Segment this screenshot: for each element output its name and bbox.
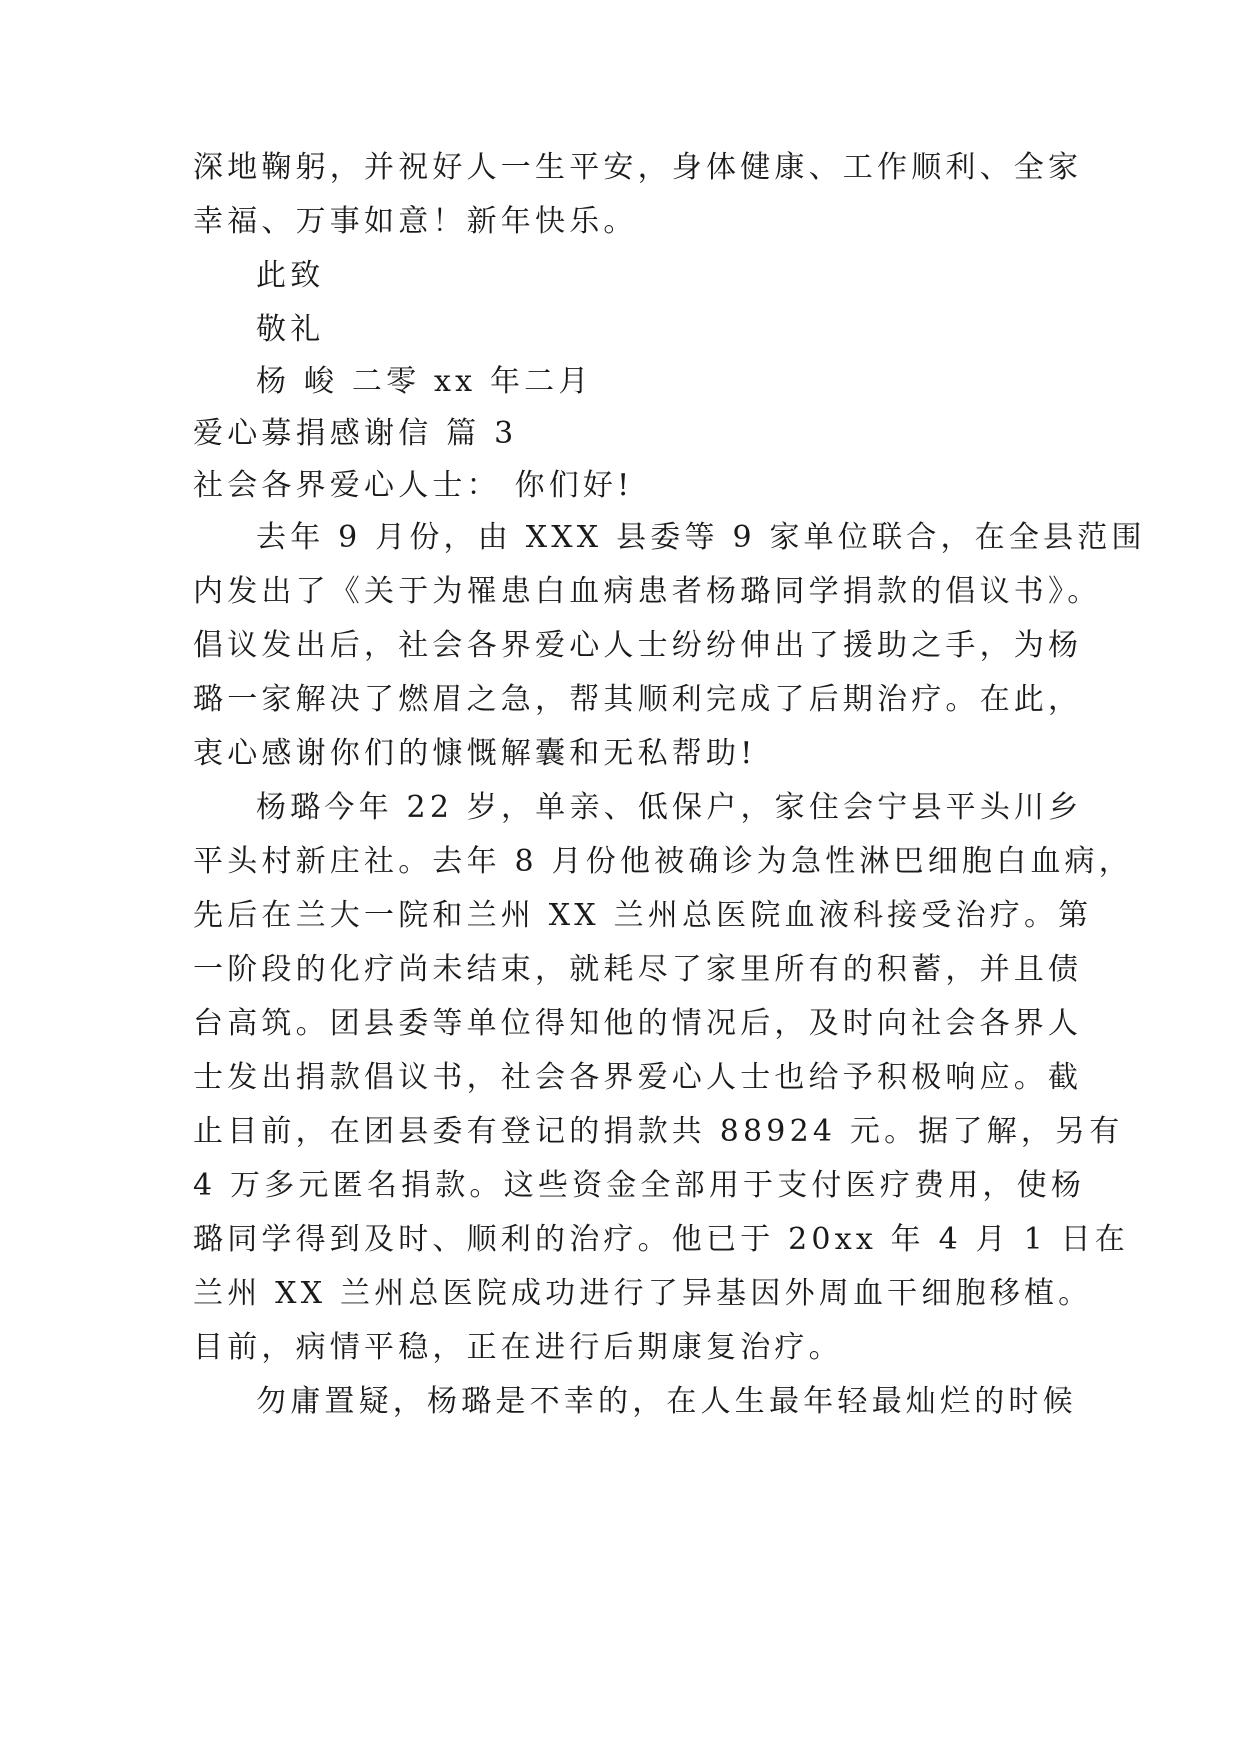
signature-line: 杨 峻 二零 xx 年二月	[256, 364, 593, 399]
paragraph-line: 平头村新庄社。去年 8 月份他被确诊为急性淋巴细胞白血病，	[193, 844, 1133, 879]
greeting: 社会各界爱心人士： 你们好!	[193, 468, 634, 503]
salutation-line: 此致	[256, 258, 325, 293]
paragraph-line: 去年 9 月份，由 XXX 县委等 9 家单位联合，在全县范围	[256, 520, 1146, 555]
paragraph-line: 璐一家解决了燃眉之急，帮其顺利完成了后期治疗。在此，	[193, 682, 1083, 717]
paragraph-line: 璐同学得到及时、顺利的治疗。他已于 20xx 年 4 月 1 日在	[193, 1222, 1130, 1257]
closing-line: 幸福、万事如意！新年快乐。	[193, 204, 638, 239]
paragraph-line: 勿庸置疑，杨璐是不幸的，在人生最年轻最灿烂的时候	[256, 1384, 1077, 1419]
paragraph-line: 4 万多元匿名捐款。这些资金全部用于支付医疗费用，使杨	[193, 1168, 1086, 1203]
paragraph-line: 杨璐今年 22 岁，单亲、低保户，家住会宁县平头川乡	[256, 790, 1083, 825]
paragraph-line: 兰州 XX 兰州总医院成功进行了异基因外周血干细胞移植。	[193, 1276, 1093, 1311]
salutation-line: 敬礼	[256, 312, 325, 347]
closing-line: 深地鞠躬，并祝好人一生平安，身体健康、工作顺利、全家	[193, 150, 1083, 185]
section-title: 爱心募捐感谢信 篇 3	[193, 416, 518, 451]
paragraph-line: 衷心感谢你们的慷慨解囊和无私帮助!	[193, 736, 757, 771]
paragraph-line: 一阶段的化疗尚未结束，就耗尽了家里所有的积蓄，并且债	[193, 952, 1083, 987]
paragraph-line: 倡议发出后，社会各界爱心人士纷纷伸出了援助之手，为杨	[193, 628, 1083, 663]
paragraph-line: 先后在兰大一院和兰州 XX 兰州总医院血液科接受治疗。第	[193, 898, 1093, 933]
paragraph-line: 止目前，在团县委有登记的捐款共 88924 元。据了解，另有	[193, 1114, 1124, 1149]
paragraph-line: 目前，病情平稳，正在进行后期康复治疗。	[193, 1330, 843, 1365]
paragraph-line: 台高筑。团县委等单位得知他的情况后，及时向社会各界人	[193, 1006, 1083, 1041]
paragraph-line: 士发出捐款倡议书，社会各界爱心人士也给予积极响应。截	[193, 1060, 1083, 1095]
paragraph-line: 内发出了《关于为罹患白血病患者杨璐同学捐款的倡议书》。	[193, 574, 1102, 609]
